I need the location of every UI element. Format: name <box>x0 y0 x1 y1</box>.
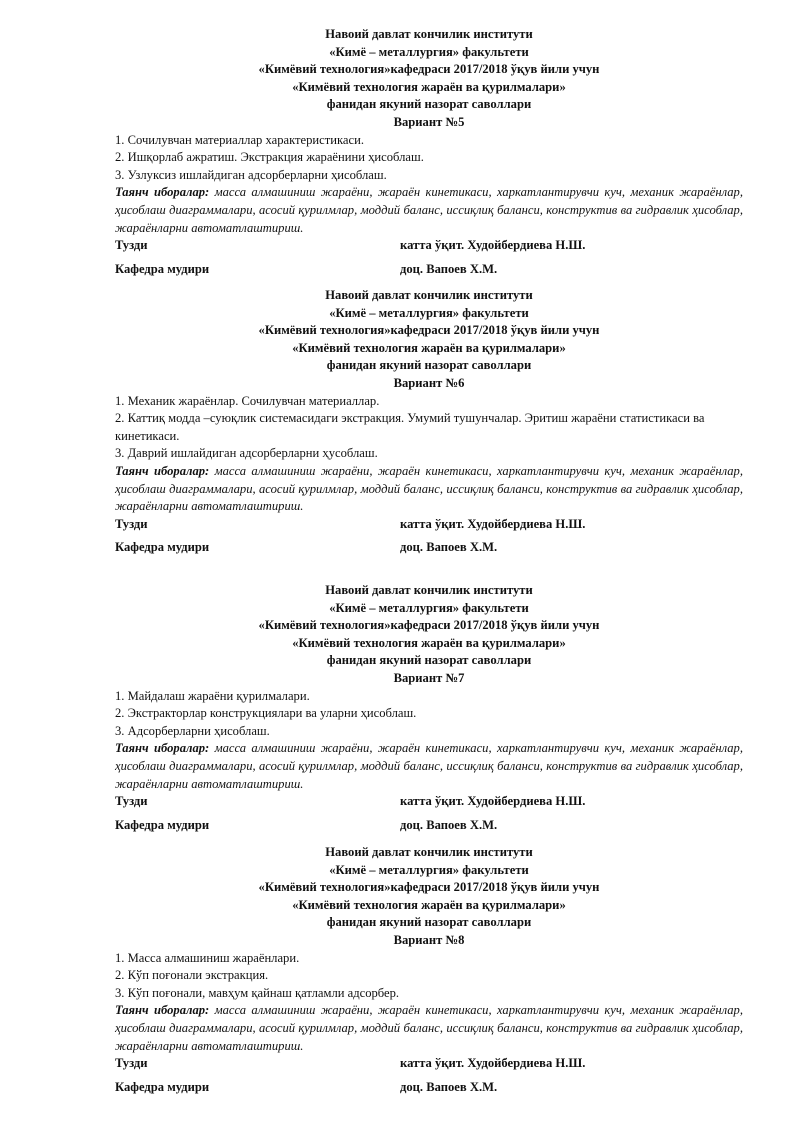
keywords-paragraph <box>115 740 743 793</box>
head-of-department-row <box>115 817 743 835</box>
institute-name: Навоий давлат кончилик институти <box>325 288 533 302</box>
faculty-name: «Кимё – металлургия» факультети <box>329 862 529 877</box>
keywords-paragraph <box>115 184 743 237</box>
head-label: Кафедра мудири <box>115 540 210 555</box>
question-3: 3. Даврий ишлайдиган адсорберларни ҳусоблаш. <box>115 446 378 461</box>
keywords-text: масса алмашиниш жараёни, жараён кинетикаси, харкатлантирувчи куч, механик жараёнлар, ҳисоблаш диаграммалари, асосий қурилмлар, моддий баланс, иссиқлиқ баланси, конструктив ва гидравлик ҳисоблар, жараёнларни автоматлаштириш. <box>115 463 743 514</box>
variant-block <box>115 26 743 278</box>
question-3: 3. Адсорберларни ҳисоблаш. <box>115 723 270 738</box>
head-name: доц. Вапоев Х.М. <box>400 540 498 555</box>
exam-title: фанидан якуний назорат саволлари <box>326 653 532 668</box>
keywords-label: Таянч иборалар: <box>115 741 210 756</box>
exam-title: фанидан якуний назорат саволлари <box>326 358 532 373</box>
head-of-department-row <box>115 261 743 279</box>
compiled-by-name: катта ўқит. Худойбердиева Н.Ш. <box>400 1056 586 1071</box>
department-line: «Кимёвий технология»кафедраси 2017/2018 ўқув йили учун <box>258 618 600 633</box>
compiled-label: Тузди <box>115 1056 148 1071</box>
question-1: 1. Масса алмашиниш жараёнлари. <box>115 950 300 965</box>
head-of-department-row <box>115 539 743 557</box>
variant-block <box>115 287 743 557</box>
variant-title: Вариант №6 <box>393 375 465 390</box>
variant-block <box>115 582 743 834</box>
variant-title: Вариант №5 <box>393 114 465 129</box>
compiled-by-name: катта ўқит. Худойбердиева Н.Ш. <box>400 516 586 531</box>
head-name: доц. Вапоев Х.М. <box>400 1079 498 1094</box>
keywords-label: Таянч иборалар: <box>115 185 210 200</box>
institute-name: Навоий давлат кончилик институти <box>325 27 533 41</box>
variant-block <box>115 844 743 1096</box>
keywords-label: Таянч иборалар: <box>115 463 210 478</box>
question-2: 2. Каттиқ модда –суюқлик системасидаги экстракция. Умумий тушунчалар. Эритиш жараёни статистикаси ва кинетикаси. <box>115 411 705 443</box>
variant-title: Вариант №8 <box>393 932 465 947</box>
department-line: «Кимёвий технология»кафедраси 2017/2018 ўқув йили учун <box>258 62 600 77</box>
department-line: «Кимёвий технология»кафедраси 2017/2018 ўқув йили учун <box>258 880 600 895</box>
head-name: доц. Вапоев Х.М. <box>400 817 498 832</box>
keywords-label: Таянч иборалар: <box>115 1003 210 1018</box>
keywords-paragraph <box>115 463 743 516</box>
head-label: Кафедра мудири <box>115 261 210 276</box>
compiled-label: Тузди <box>115 516 148 531</box>
question-2: 2. Кўп поғонали экстракция. <box>115 968 269 983</box>
compiled-by-row <box>115 237 743 255</box>
keywords-text: масса алмашиниш жараёни, жараён кинетикаси, харкатлантирувчи куч, механик жараёнлар, ҳисоблаш диаграммалари, асосий қурилмлар, моддий баланс, иссиқлиқ баланси, конструктив ва гидравлик ҳисоблар, жараёнларни автоматлаштириш. <box>115 1003 743 1053</box>
question-1: 1. Майдалаш жараёни қурилмалари. <box>115 688 310 703</box>
compiled-by-row <box>115 1055 743 1073</box>
compiled-by-row <box>115 516 743 534</box>
keywords-text: масса алмашиниш жараёни, жараён кинетикаси, харкатлантирувчи куч, механик жараёнлар, ҳисоблаш диаграммалари, асосий қурилмлар, моддий баланс, иссиқлиқ баланси, конструктив ва гидравлик ҳисоблар, жараёнларни автоматлаштириш. <box>115 185 743 235</box>
compiled-by-name: катта ўқит. Худойбердиева Н.Ш. <box>400 238 586 253</box>
faculty-name: «Кимё – металлургия» факультети <box>329 305 529 320</box>
institute-name: Навоий давлат кончилик институти <box>325 583 533 597</box>
question-1: 1. Сочилувчан материаллар характеристикаси. <box>115 132 364 147</box>
question-2: 2. Экстракторлар конструкциялари ва уларни ҳисоблаш. <box>115 706 417 721</box>
faculty-name: «Кимё – металлургия» факультети <box>329 600 529 615</box>
compiled-label: Тузди <box>115 238 148 253</box>
keywords-text: масса алмашиниш жараёни, жараён кинетикаси, харкатлантирувчи куч, механик жараёнлар, ҳисоблаш диаграммалари, асосий қурилмлар, моддий баланс, иссиқлиқ баланси, конструктив ва гидравлик ҳисоблар, жараёнларни автоматлаштириш. <box>115 741 743 791</box>
keywords-paragraph <box>115 1002 743 1055</box>
head-of-department-row <box>115 1079 743 1097</box>
head-name: доц. Вапоев Х.М. <box>400 261 498 276</box>
variant-title: Вариант №7 <box>393 670 465 685</box>
compiled-label: Тузди <box>115 794 148 809</box>
subject-name: «Кимёвий технология жараён ва қурилмалари» <box>292 635 566 650</box>
subject-name: «Кимёвий технология жараён ва қурилмалари» <box>292 897 566 912</box>
subject-name: «Кимёвий технология жараён ва қурилмалари» <box>292 340 566 355</box>
question-1: 1. Механик жараёнлар. Сочилувчан материаллар. <box>115 393 380 408</box>
compiled-by-name: катта ўқит. Худойбердиева Н.Ш. <box>400 794 586 809</box>
question-2: 2. Ишқорлаб ажратиш. Экстракция жараёнини ҳисоблаш. <box>115 150 424 165</box>
institute-name: Навоий давлат кончилик институти <box>325 845 533 859</box>
department-line: «Кимёвий технология»кафедраси 2017/2018 ўқув йили учун <box>258 323 600 338</box>
head-label: Кафедра мудири <box>115 817 210 832</box>
subject-name: «Кимёвий технология жараён ва қурилмалари» <box>292 79 566 94</box>
exam-title: фанидан якуний назорат саволлари <box>326 915 532 930</box>
head-label: Кафедра мудири <box>115 1079 210 1094</box>
exam-title: фанидан якуний назорат саволлари <box>326 97 532 112</box>
question-3: 3. Узлуксиз ишлайдиган адсорберларни ҳисоблаш. <box>115 167 387 182</box>
question-3: 3. Кўп поғонали, мавҳум қайнаш қатламли адсорбер. <box>115 985 400 1000</box>
faculty-name: «Кимё – металлургия» факультети <box>329 44 529 59</box>
compiled-by-row <box>115 793 743 811</box>
